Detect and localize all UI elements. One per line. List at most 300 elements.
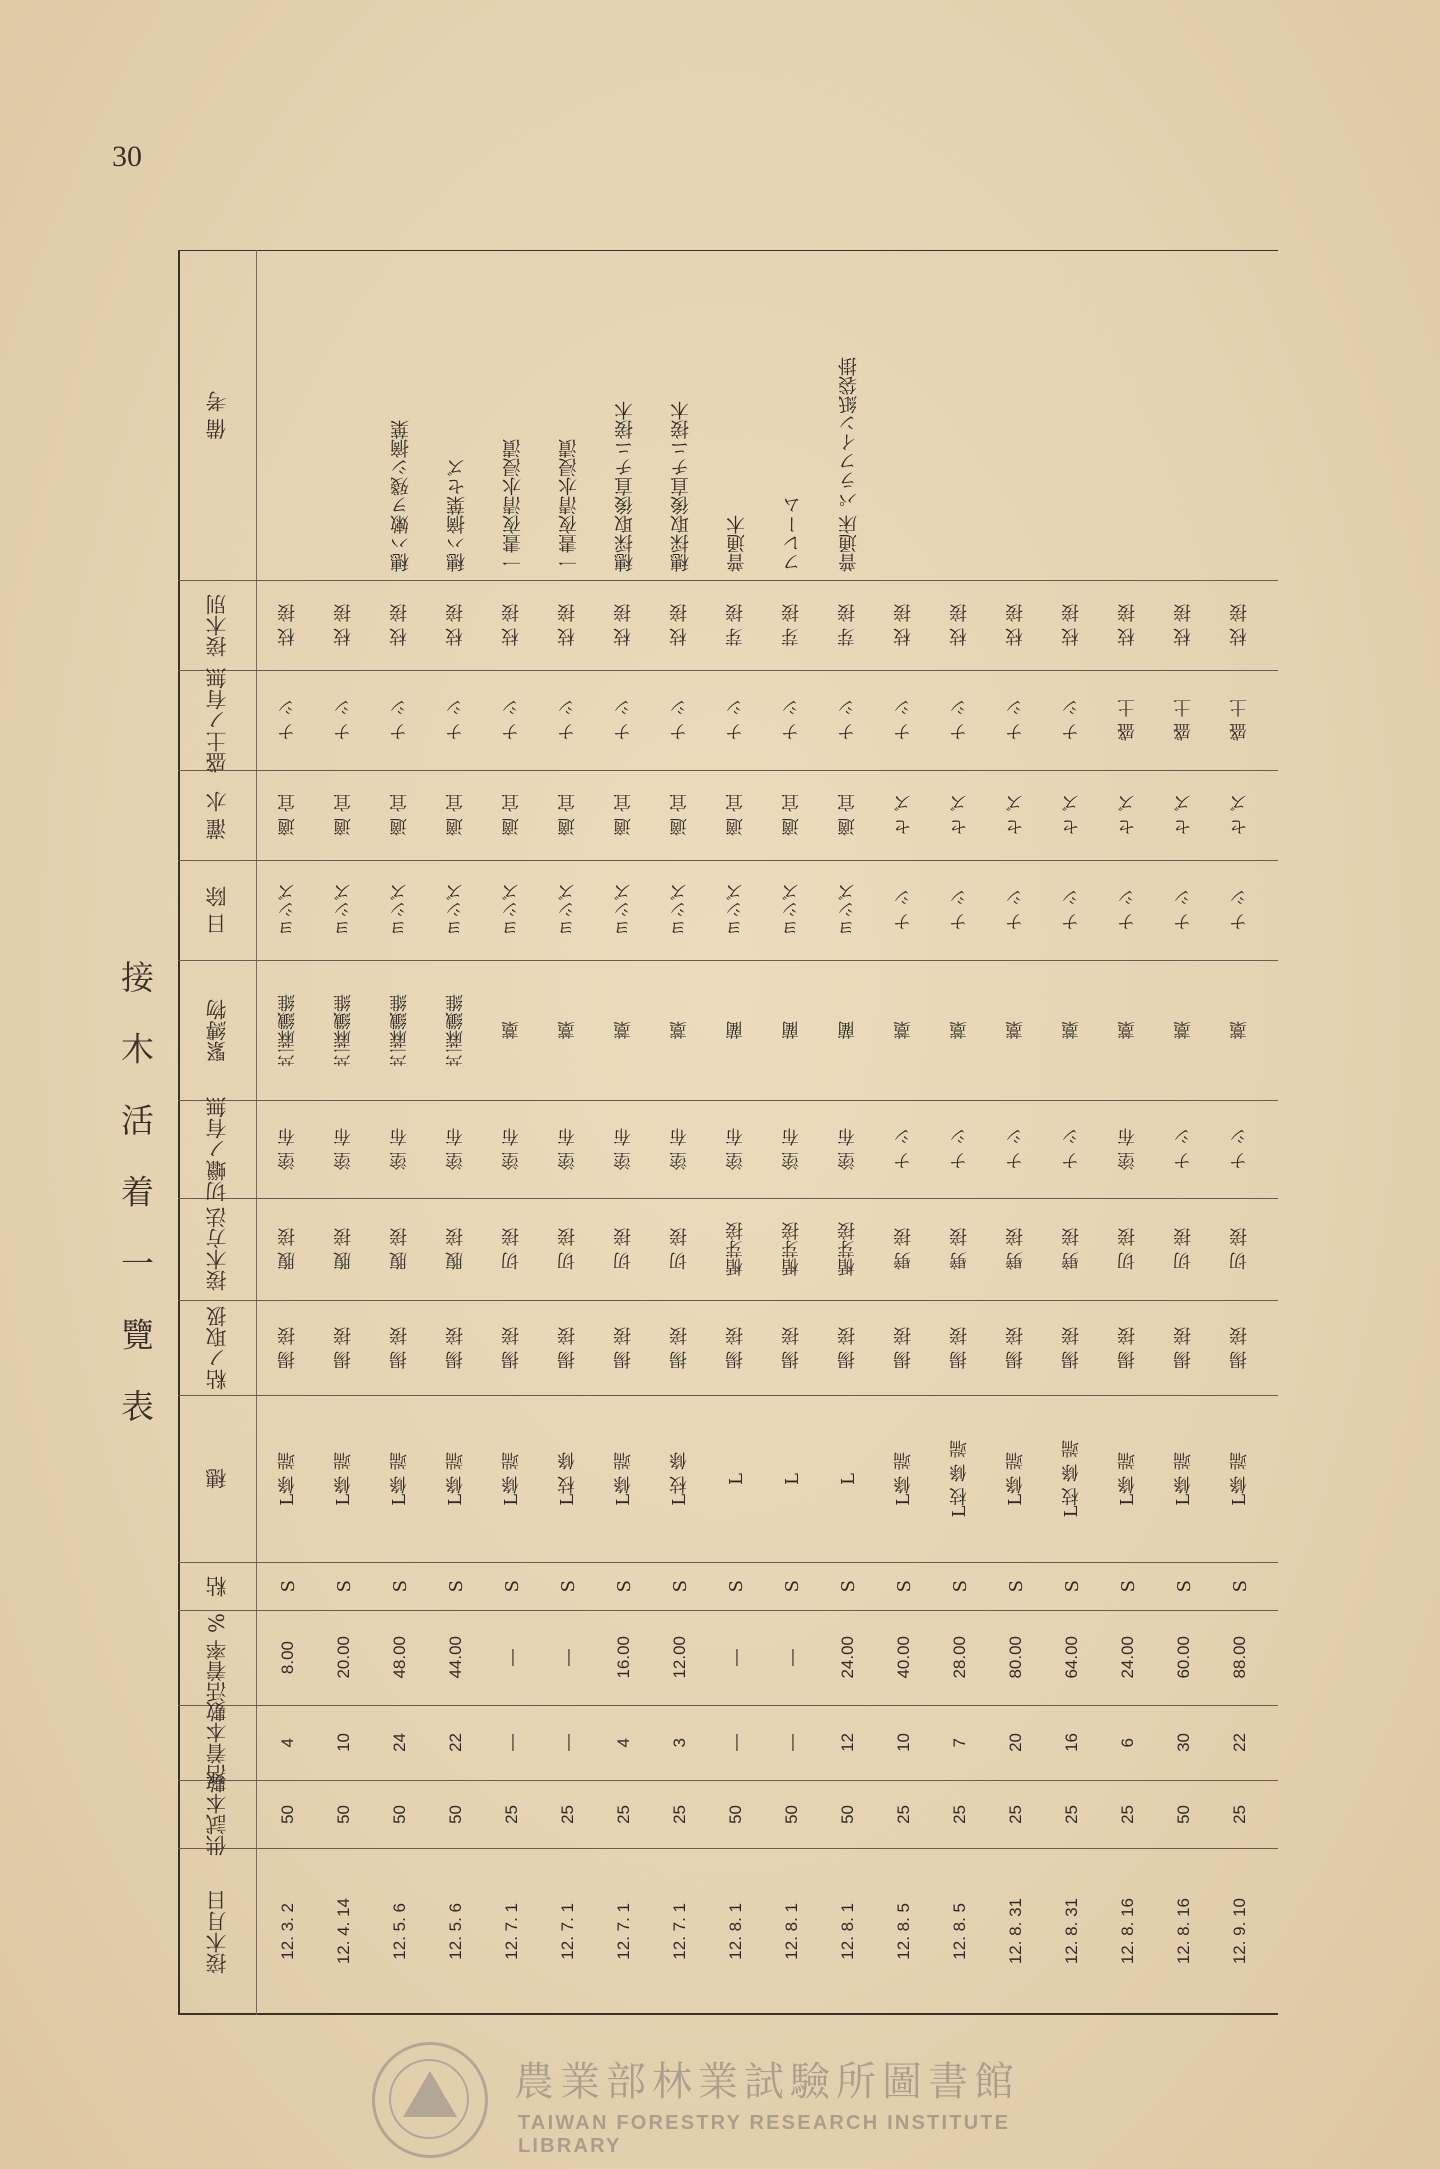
cell-text: 穗採取後直チニ接木	[669, 401, 692, 572]
cell-text: 50	[390, 1804, 409, 1824]
cell-shade	[1156, 860, 1212, 960]
cell-text: 揚 接	[837, 1326, 858, 1369]
header-label: 備 考	[204, 390, 229, 440]
cell-text: 適 宜	[781, 794, 802, 836]
cell-text: ナ シ	[1005, 1128, 1026, 1170]
cell-text: 塗 布	[277, 1128, 298, 1170]
cell-date	[764, 1848, 820, 2015]
cell-text: 劈 接	[1061, 1228, 1082, 1270]
cell-wax	[596, 1100, 652, 1198]
cell-stock-handling	[988, 1300, 1044, 1395]
cell-stock-handling	[484, 1300, 540, 1395]
cell-binding	[596, 960, 652, 1100]
cell-text: ナ シ	[893, 699, 914, 741]
cell-text: —	[502, 1734, 521, 1751]
cell-watering	[1100, 770, 1156, 860]
cell-survived	[876, 1705, 932, 1780]
cell-text: 25	[502, 1804, 521, 1824]
cell-rate	[540, 1610, 596, 1705]
cell-stock	[1044, 1562, 1100, 1610]
table-row	[260, 250, 316, 2015]
cell-samples	[988, 1780, 1044, 1848]
cell-text: 塗 布	[1117, 1128, 1138, 1170]
cell-text: 揚 接	[389, 1326, 410, 1369]
cell-text: セ ズ	[1061, 794, 1082, 836]
cell-text: 25	[1230, 1804, 1249, 1824]
cell-text: 44.00	[446, 1636, 465, 1679]
cell-graft-type	[1156, 580, 1212, 670]
library-watermark	[372, 2042, 1092, 2157]
cell-graft-method	[1044, 1198, 1100, 1300]
cell-text: セ ズ	[949, 794, 970, 836]
cell-text: ヨシズ	[725, 883, 746, 937]
cell-text: 楯芽接	[725, 1222, 746, 1276]
cell-survived	[820, 1705, 876, 1780]
cell-binding	[428, 960, 484, 1100]
cell-rate	[764, 1610, 820, 1705]
cell-text: 塗 布	[333, 1128, 354, 1170]
table-row	[540, 250, 596, 2015]
cell-text: 藺	[781, 1021, 802, 1039]
cell-survived	[1156, 1705, 1212, 1780]
cell-note	[316, 250, 372, 580]
cell-text: ナ シ	[669, 699, 690, 741]
cell-samples	[820, 1780, 876, 1848]
cell-wax	[260, 1100, 316, 1198]
cell-text: 25	[1118, 1804, 1137, 1824]
cell-survived	[764, 1705, 820, 1780]
cell-text: ナ シ	[1229, 1128, 1250, 1170]
cell-scion	[1100, 1395, 1156, 1562]
cell-graft-type	[484, 580, 540, 670]
table-row	[1044, 250, 1100, 2015]
cell-text: 7	[950, 1737, 969, 1748]
cell-mound	[260, 670, 316, 770]
cell-text: 盛 土	[1229, 699, 1250, 741]
cell-text: ナ シ	[1173, 889, 1194, 931]
cell-text: 28.00	[950, 1636, 969, 1679]
cell-text: 藁	[613, 1021, 634, 1039]
cell-binding	[260, 960, 316, 1100]
cell-text: 切 接	[557, 1228, 578, 1270]
header-note	[178, 250, 256, 580]
cell-text: ヨシズ	[501, 883, 522, 937]
cell-wax	[652, 1100, 708, 1198]
cell-text: L枝 條	[669, 1451, 690, 1506]
cell-text: 普通床 パラフイン紙袋掛	[837, 356, 860, 572]
cell-watering	[484, 770, 540, 860]
cell-text: 12. 8. 31	[1006, 1898, 1025, 1965]
cell-graft-type	[652, 580, 708, 670]
cell-graft-type	[260, 580, 316, 670]
cell-samples	[932, 1780, 988, 1848]
cell-graft-method	[1156, 1198, 1212, 1300]
cell-text: 揚 接	[725, 1326, 746, 1369]
cell-text: ヨシズ	[557, 883, 578, 937]
cell-text: 25	[558, 1804, 577, 1824]
cell-stock	[540, 1562, 596, 1610]
cell-stock-handling	[1100, 1300, 1156, 1395]
cell-text: ナ シ	[1061, 889, 1082, 931]
cell-text: 60.00	[1174, 1636, 1193, 1679]
cell-stock	[820, 1562, 876, 1610]
table-row	[372, 250, 428, 2015]
cell-text: 藁	[1173, 1021, 1194, 1039]
cell-scion	[652, 1395, 708, 1562]
cell-survived	[1100, 1705, 1156, 1780]
cell-wax	[484, 1100, 540, 1198]
cell-text: —	[558, 1649, 577, 1666]
cell-text: 枝 接	[893, 604, 914, 646]
cell-text: 16.00	[614, 1636, 633, 1679]
cell-note	[652, 250, 708, 580]
cell-text: L條 端	[389, 1451, 410, 1506]
cell-text: 枝 接	[669, 604, 690, 646]
cell-text: 塗 布	[837, 1128, 858, 1170]
cell-graft-type	[316, 580, 372, 670]
cell-text: 12.00	[670, 1636, 689, 1679]
cell-text: S	[445, 1579, 467, 1593]
cell-date	[372, 1848, 428, 2015]
cell-survived	[484, 1705, 540, 1780]
cell-wax	[988, 1100, 1044, 1198]
cell-shade	[764, 860, 820, 960]
cell-date	[708, 1848, 764, 2015]
header-rate	[178, 1610, 256, 1705]
cell-stock	[484, 1562, 540, 1610]
cell-text: 12. 8. 5	[950, 1903, 969, 1960]
cell-text: L條 端	[333, 1451, 354, 1506]
cell-mound	[1100, 670, 1156, 770]
cell-text: 適 宜	[445, 794, 466, 836]
cell-graft-type	[596, 580, 652, 670]
cell-binding	[876, 960, 932, 1100]
cell-stock-handling	[260, 1300, 316, 1395]
cell-watering	[1212, 770, 1268, 860]
cell-text: 藁	[1229, 1021, 1250, 1039]
header-shade	[178, 860, 256, 960]
cell-text: 藁	[1005, 1021, 1026, 1039]
cell-stock-handling	[652, 1300, 708, 1395]
cell-text: 6	[1118, 1737, 1137, 1748]
cell-text: 揚 接	[669, 1326, 690, 1369]
cell-text: 10	[334, 1733, 353, 1752]
cell-text: 塗 布	[613, 1128, 634, 1170]
cell-binding	[652, 960, 708, 1100]
cell-text: L條 端	[1173, 1451, 1194, 1506]
cell-text: 枝 接	[613, 604, 634, 646]
cell-graft-type	[932, 580, 988, 670]
cell-rate	[1100, 1610, 1156, 1705]
cell-text: 塗 布	[501, 1128, 522, 1170]
cell-graft-type	[988, 580, 1044, 670]
cell-text: ナ シ	[725, 699, 746, 741]
cell-text: L	[725, 1472, 747, 1485]
cell-date	[540, 1848, 596, 2015]
cell-text: L條 端	[1229, 1451, 1250, 1506]
cell-text: S	[1061, 1579, 1083, 1593]
table-row	[316, 250, 372, 2015]
header-mound	[178, 667, 256, 773]
cell-text: 適 宜	[333, 794, 354, 836]
cell-survived	[652, 1705, 708, 1780]
cell-scion	[316, 1395, 372, 1562]
cell-watering	[596, 770, 652, 860]
cell-binding	[1100, 960, 1156, 1100]
cell-stock-handling	[540, 1300, 596, 1395]
cell-text: 適 宜	[725, 794, 746, 836]
cell-date	[428, 1848, 484, 2015]
cell-note	[540, 250, 596, 580]
cell-text: ヨシズ	[781, 883, 802, 937]
header-stock-handling	[178, 1300, 256, 1395]
header-label: 接木月日	[204, 1889, 229, 1974]
cell-text: 枝 接	[1173, 604, 1194, 646]
cell-text: 枝 接	[389, 604, 410, 646]
cell-text: S	[501, 1579, 523, 1593]
cell-text: ナ シ	[781, 699, 802, 741]
cell-mound	[820, 670, 876, 770]
cell-text: 揚 接	[1173, 1326, 1194, 1369]
cell-text: L條 端	[501, 1451, 522, 1506]
cell-note	[484, 250, 540, 580]
cell-samples	[764, 1780, 820, 1848]
cell-text: 25	[950, 1804, 969, 1824]
cell-text: 揚 接	[613, 1326, 634, 1369]
cell-wax	[876, 1100, 932, 1198]
cell-stock-handling	[820, 1300, 876, 1395]
cell-graft-method	[820, 1198, 876, 1300]
cell-text: 12	[838, 1733, 857, 1752]
header-label: 緊縛物	[204, 998, 229, 1062]
cell-date	[988, 1848, 1044, 2015]
cell-text: S	[1117, 1579, 1139, 1593]
cell-date	[1044, 1848, 1100, 2015]
table-row	[1100, 250, 1156, 2015]
cell-text: 揚 接	[333, 1326, 354, 1369]
cell-text: 藺	[725, 1021, 746, 1039]
cell-text: 枝 接	[1005, 604, 1026, 646]
cell-text: 25	[614, 1804, 633, 1824]
cell-text: 普通木	[725, 515, 748, 572]
header-label: 粘ノ取扱	[204, 1305, 229, 1390]
cell-shade	[652, 860, 708, 960]
table-row	[876, 250, 932, 2015]
cell-samples	[1156, 1780, 1212, 1848]
cell-stock	[260, 1562, 316, 1610]
cell-graft-method	[596, 1198, 652, 1300]
cell-text: ナ シ	[1229, 889, 1250, 931]
cell-text: S	[277, 1579, 299, 1593]
cell-text: —	[782, 1734, 801, 1751]
cell-date	[1156, 1848, 1212, 2015]
cell-text: ヨシズ	[837, 883, 858, 937]
cell-date	[316, 1848, 372, 2015]
cell-graft-type	[876, 580, 932, 670]
cell-text: ヨシズ	[669, 883, 690, 937]
cell-text: 塗 布	[389, 1128, 410, 1170]
cell-text: 揚 接	[445, 1326, 466, 1369]
page-number: 30	[112, 140, 142, 173]
header-label: 供試本數	[204, 1772, 229, 1856]
cell-stock-handling	[764, 1300, 820, 1395]
cell-text: 50	[446, 1804, 465, 1824]
cell-text: —	[782, 1649, 801, 1666]
cell-text: 25	[1062, 1804, 1081, 1824]
cell-rate	[428, 1610, 484, 1705]
cell-stock-handling	[876, 1300, 932, 1395]
cell-text: 揚 接	[277, 1326, 298, 1369]
cell-text: 12. 9. 10	[1230, 1898, 1249, 1965]
cell-note	[1156, 250, 1212, 580]
cell-text: 12. 7. 1	[502, 1903, 521, 1960]
cell-graft-method	[764, 1198, 820, 1300]
table-row	[764, 250, 820, 2015]
cell-text: 25	[670, 1804, 689, 1824]
cell-text: 12. 8. 16	[1174, 1898, 1193, 1965]
cell-stock-handling	[316, 1300, 372, 1395]
table-row	[708, 250, 764, 2015]
cell-text: ナ シ	[1117, 889, 1138, 931]
cell-note	[932, 250, 988, 580]
cell-stock-handling	[932, 1300, 988, 1395]
cell-text: S	[613, 1579, 635, 1593]
cell-graft-method	[540, 1198, 596, 1300]
cell-stock-handling	[596, 1300, 652, 1395]
header-label: 接木方法	[204, 1207, 229, 1291]
cell-text: ナ シ	[893, 1128, 914, 1170]
cell-watering	[876, 770, 932, 860]
header-watering	[178, 770, 256, 860]
cell-rate	[596, 1610, 652, 1705]
cell-mound	[988, 670, 1044, 770]
cell-text: 藁	[557, 1021, 578, 1039]
cell-text: 藁	[1117, 1021, 1138, 1039]
cell-text: 8.00	[278, 1640, 297, 1675]
cell-text: 枝 接	[501, 604, 522, 646]
cell-text: L	[837, 1472, 859, 1485]
cell-scion	[484, 1395, 540, 1562]
cell-text: 塗 布	[725, 1128, 746, 1170]
cell-graft-method	[316, 1198, 372, 1300]
header-scion	[178, 1395, 256, 1562]
cell-samples	[428, 1780, 484, 1848]
cell-graft-type	[540, 580, 596, 670]
cell-stock	[708, 1562, 764, 1610]
cell-shade	[988, 860, 1044, 960]
cell-scion	[820, 1395, 876, 1562]
cell-text: 枝 接	[557, 604, 578, 646]
table-row	[1212, 250, 1268, 2015]
cell-text: 一晝夜清水浸漬	[557, 439, 580, 572]
cell-text: 12. 8. 1	[838, 1903, 857, 1960]
cell-rate	[708, 1610, 764, 1705]
library-seal-icon	[372, 2042, 488, 2158]
header-label: 灌 水	[204, 790, 229, 840]
cell-text: S	[669, 1579, 691, 1593]
cell-watering	[428, 770, 484, 860]
cell-samples	[372, 1780, 428, 1848]
cell-graft-type	[1044, 580, 1100, 670]
cell-note	[876, 250, 932, 580]
table-row	[932, 250, 988, 2015]
cell-stock	[316, 1562, 372, 1610]
cell-shade	[708, 860, 764, 960]
cell-stock	[1156, 1562, 1212, 1610]
cell-wax	[708, 1100, 764, 1198]
cell-rate	[1044, 1610, 1100, 1705]
cell-watering	[652, 770, 708, 860]
cell-mound	[764, 670, 820, 770]
cell-watering	[708, 770, 764, 860]
cell-text: 枝 接	[949, 604, 970, 646]
cell-text: S	[1173, 1579, 1195, 1593]
cell-text: S	[949, 1579, 971, 1593]
cell-stock-handling	[428, 1300, 484, 1395]
cell-note	[1100, 250, 1156, 580]
cell-scion	[1212, 1395, 1268, 1562]
cell-stock	[652, 1562, 708, 1610]
cell-note	[988, 250, 1044, 580]
cell-text: 塗 布	[445, 1128, 466, 1170]
cell-text: 50	[838, 1804, 857, 1824]
cell-text: 枝 接	[1229, 604, 1250, 646]
cell-text: 88.00	[1230, 1636, 1249, 1679]
cell-text: 30	[1174, 1733, 1193, 1752]
cell-date	[596, 1848, 652, 2015]
cell-text: ナ シ	[1061, 1128, 1082, 1170]
cell-rate	[260, 1610, 316, 1705]
cell-binding	[764, 960, 820, 1100]
cell-text: 3	[670, 1737, 689, 1748]
cell-wax	[764, 1100, 820, 1198]
cell-shade	[372, 860, 428, 960]
cell-date	[260, 1848, 316, 2015]
cell-date	[876, 1848, 932, 2015]
cell-text: 枝 接	[277, 604, 298, 646]
cell-text: ヨシズ	[333, 883, 354, 937]
cell-note	[372, 250, 428, 580]
cell-binding	[820, 960, 876, 1100]
cell-survived	[708, 1705, 764, 1780]
cell-text: 揚 接	[781, 1326, 802, 1369]
cell-mound	[596, 670, 652, 770]
cell-graft-method	[876, 1198, 932, 1300]
cell-survived	[1044, 1705, 1100, 1780]
cell-text: 塗 布	[669, 1128, 690, 1170]
cell-samples	[484, 1780, 540, 1848]
cell-text: 適 宜	[669, 794, 690, 836]
cell-text: —	[726, 1734, 745, 1751]
cell-text: 苎蔴纖維	[333, 994, 354, 1066]
cell-wax	[820, 1100, 876, 1198]
cell-text: 藺	[837, 1021, 858, 1039]
cell-text: 22	[446, 1733, 465, 1752]
cell-text: 枝 接	[1117, 604, 1138, 646]
cell-scion	[260, 1395, 316, 1562]
cell-shade	[596, 860, 652, 960]
cell-graft-method	[652, 1198, 708, 1300]
cell-text: 藁	[893, 1021, 914, 1039]
cell-shade	[1212, 860, 1268, 960]
cell-text: 適 宜	[389, 794, 410, 836]
cell-text: 揚 接	[949, 1326, 970, 1369]
cell-mound	[428, 670, 484, 770]
cell-mound	[708, 670, 764, 770]
cell-watering	[1156, 770, 1212, 860]
cell-text: ナ シ	[333, 699, 354, 741]
cell-text: ナ シ	[445, 699, 466, 741]
